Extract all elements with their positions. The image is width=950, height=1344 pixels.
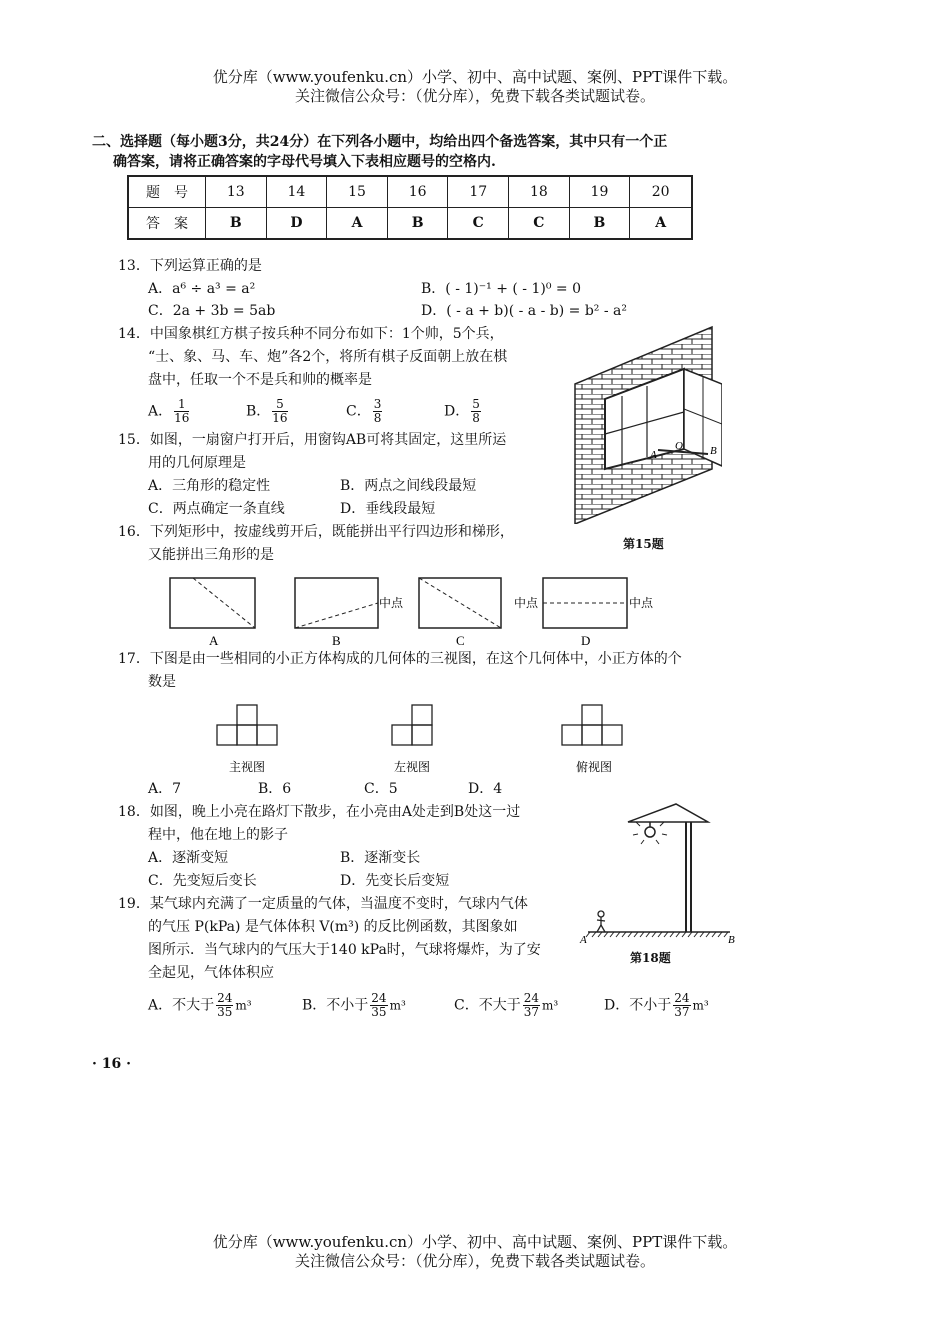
q17-option-a: A．7 — [148, 781, 182, 797]
q19-line-3: 图所示．当气球内的气压大于140 kPa时，气球将爆炸，为了安 — [148, 942, 541, 958]
q14-option-a-label: A． — [148, 403, 173, 420]
q13-option-b: B．( - 1)⁻¹ + ( - 1)⁰ = 0 — [421, 281, 581, 297]
table-answer-cell: D — [266, 208, 327, 240]
q13-option-c: C．2a + 3b = 5ab — [148, 303, 276, 319]
table-answer-cell: B — [206, 208, 267, 240]
q18-label-b: B — [728, 934, 735, 946]
q18-line-2: 程中，他在地上的影子 — [148, 827, 288, 843]
q14-line-1: 14．中国象棋红方棋子按兵种不同分布如下：1个帅，5个兵， — [118, 326, 504, 342]
q14-option-b — [246, 398, 290, 425]
fraction: $\frac{24}{35}$ — [371, 991, 387, 1019]
q15-figure-caption: 第15题 — [623, 537, 664, 551]
page-number: · 16 · — [92, 1056, 131, 1072]
q14-option-d — [444, 398, 483, 425]
q15-label-o: O — [675, 440, 683, 452]
q13-stem: 13．下列运算正确的是 — [118, 258, 262, 274]
q18-line-1: 18．如图，晚上小亮在路灯下散步，在小亮由A处走到B处这一过 — [118, 804, 521, 820]
table-number-cell: 14 — [266, 176, 327, 208]
footer-line-2: 关注微信公众号：（优分库），免费下载各类试题试卷。 — [294, 1252, 655, 1270]
q18-figure-caption: 第18题 — [630, 951, 671, 965]
q14-option-d-label: D． — [444, 403, 470, 420]
q17-option-b: B．6 — [258, 781, 292, 797]
top-view-label: 俯视图 — [576, 760, 613, 774]
footer-line-1: 优分库（www.youfenku.cn）小学、初中、高中试题、案例、PPT课件下载。 — [212, 1233, 738, 1251]
q18-option-b: B．逐渐变长 — [340, 850, 421, 866]
q16-label-d: D — [581, 633, 591, 648]
header-line-1: 优分库（www.youfenku.cn）小学、初中、高中试题、案例、PPT课件下载。 — [212, 68, 738, 86]
answer-table-number-row — [128, 176, 692, 208]
section-title-line-2: 确答案，请将正确答案的字母代号填入下表相应题号的空格内. — [113, 154, 496, 170]
q19-option-b: B．不小于 $\frac{24}{35}$ m³ — [302, 991, 406, 1019]
q14-option-c-label: C． — [346, 403, 371, 420]
table-number-cell: 20 — [630, 176, 692, 208]
q14-line-2: “士、象、马、车、炮”各2个，将所有棋子反面朝上放在棋 — [148, 349, 508, 365]
q15-option-a: A．三角形的稳定性 — [148, 478, 271, 494]
q15-window-figure — [572, 324, 722, 524]
q15-label-b: B — [710, 445, 717, 457]
fraction: $\frac{5}{16}$ — [272, 397, 288, 425]
q17-line-1: 17．下图是由一些相同的小正方体构成的几何体的三视图，在这个几何体中，小正方体的个 — [118, 651, 682, 667]
q16-line-1: 16．下列矩形中，按虚线剪开后，既能拼出平行四边形和梯形， — [118, 524, 514, 540]
table-number-cell: 18 — [509, 176, 570, 208]
q15-option-d: D．垂线段最短 — [340, 501, 436, 517]
fraction: $\frac{24}{37}$ — [674, 991, 690, 1019]
fraction: $\frac{24}{37}$ — [523, 991, 539, 1019]
q16-rectangles-figure — [168, 576, 668, 648]
table-number-cell: 16 — [387, 176, 448, 208]
q17-three-views-figure — [214, 703, 634, 775]
table-answer-cell: C — [509, 208, 570, 240]
q15-option-c: C．两点确定一条直线 — [148, 501, 285, 517]
answer-table-answer-row — [128, 208, 692, 240]
table-header-number: 题 号 — [128, 176, 206, 208]
q15-line-2: 用的几何原理是 — [148, 455, 246, 471]
top-view — [562, 705, 622, 745]
q18-label-a: A — [580, 934, 587, 946]
q17-line-2: 数是 — [148, 674, 176, 690]
q16-line-2: 又能拼出三角形的是 — [148, 547, 274, 563]
q18-streetlight-figure — [578, 800, 738, 950]
table-header-answer: 答 案 — [128, 208, 206, 240]
q19-option-c: C．不大于 $\frac{24}{37}$ m³ — [454, 991, 559, 1019]
table-number-cell: 19 — [569, 176, 630, 208]
header-line-2: 关注微信公众号：（优分库），免费下载各类试题试卷。 — [294, 87, 655, 105]
q19-option-a: A．不大于 $\frac{24}{35}$ m³ — [148, 991, 252, 1019]
left-view-label: 左视图 — [394, 760, 431, 774]
table-number-cell: 15 — [327, 176, 388, 208]
q19-line-1: 19．某气球内充满了一定质量的气体，当温度不变时，气球内气体 — [118, 896, 528, 912]
rect-b — [295, 578, 378, 628]
q14-option-b-label: B． — [246, 403, 271, 420]
front-view-label: 主视图 — [229, 760, 266, 774]
q13-option-a: A．a⁶ ÷ a³ = a² — [148, 281, 256, 297]
q15-label-a: A — [650, 449, 657, 461]
section-title-line-1: 二、选择题（每小题3分，共24分）在下列各小题中，均给出四个备选答案，其中只有一个正 — [92, 134, 668, 150]
q19-option-d: D．不小于 $\frac{24}{37}$ m³ — [604, 991, 709, 1019]
q18-option-c: C．先变短后变长 — [148, 873, 257, 889]
lamp-icon — [645, 827, 655, 837]
q16-label-a: A — [209, 633, 219, 648]
front-view — [217, 705, 277, 745]
q15-line-1: 15．如图，一扇窗户打开后，用窗钩AB可将其固定，这里所运 — [118, 432, 507, 448]
fraction: $\frac{3}{8}$ — [373, 397, 382, 425]
table-answer-cell: B — [387, 208, 448, 240]
fraction: $\frac{1}{16}$ — [174, 397, 190, 425]
q19-line-4: 全起见，气体体积应 — [148, 965, 274, 981]
table-answer-cell: B — [569, 208, 630, 240]
table-number-cell: 17 — [448, 176, 509, 208]
q14-option-a — [148, 398, 191, 425]
fraction: $\frac{24}{35}$ — [217, 991, 233, 1019]
q15-option-b: B．两点之间线段最短 — [340, 478, 477, 494]
table-answer-cell: A — [630, 208, 692, 240]
q18-option-a: A．逐渐变短 — [148, 850, 229, 866]
table-answer-cell: A — [327, 208, 388, 240]
table-answer-cell: C — [448, 208, 509, 240]
q16-label-c: C — [456, 633, 465, 648]
q17-option-c: C．5 — [364, 781, 398, 797]
fraction: $\frac{5}{8}$ — [472, 397, 480, 425]
q16-label-b: B — [332, 633, 341, 648]
q14-line-3: 盘中，任取一个不是兵和帅的概率是 — [148, 372, 372, 388]
left-view — [392, 705, 432, 745]
q17-option-d: D．4 — [468, 781, 503, 797]
q13-option-d: D．( - a + b)( - a - b) = b² - a² — [421, 303, 628, 319]
q14-option-c — [346, 398, 384, 425]
q18-option-d: D．先变长后变短 — [340, 873, 450, 889]
answer-table — [127, 175, 693, 240]
walking-person-icon — [597, 911, 605, 932]
q16-midpoint-b: 中点 — [379, 596, 404, 610]
table-number-cell: 13 — [206, 176, 267, 208]
q16-midpoint-d-right: 中点 — [629, 596, 654, 610]
q19-line-2: 的气压 P(kPa) 是气体体积 V(m³) 的反比例函数，其图象如 — [148, 919, 518, 935]
q16-midpoint-d-left: 中点 — [514, 596, 539, 610]
rect-a — [170, 578, 255, 628]
